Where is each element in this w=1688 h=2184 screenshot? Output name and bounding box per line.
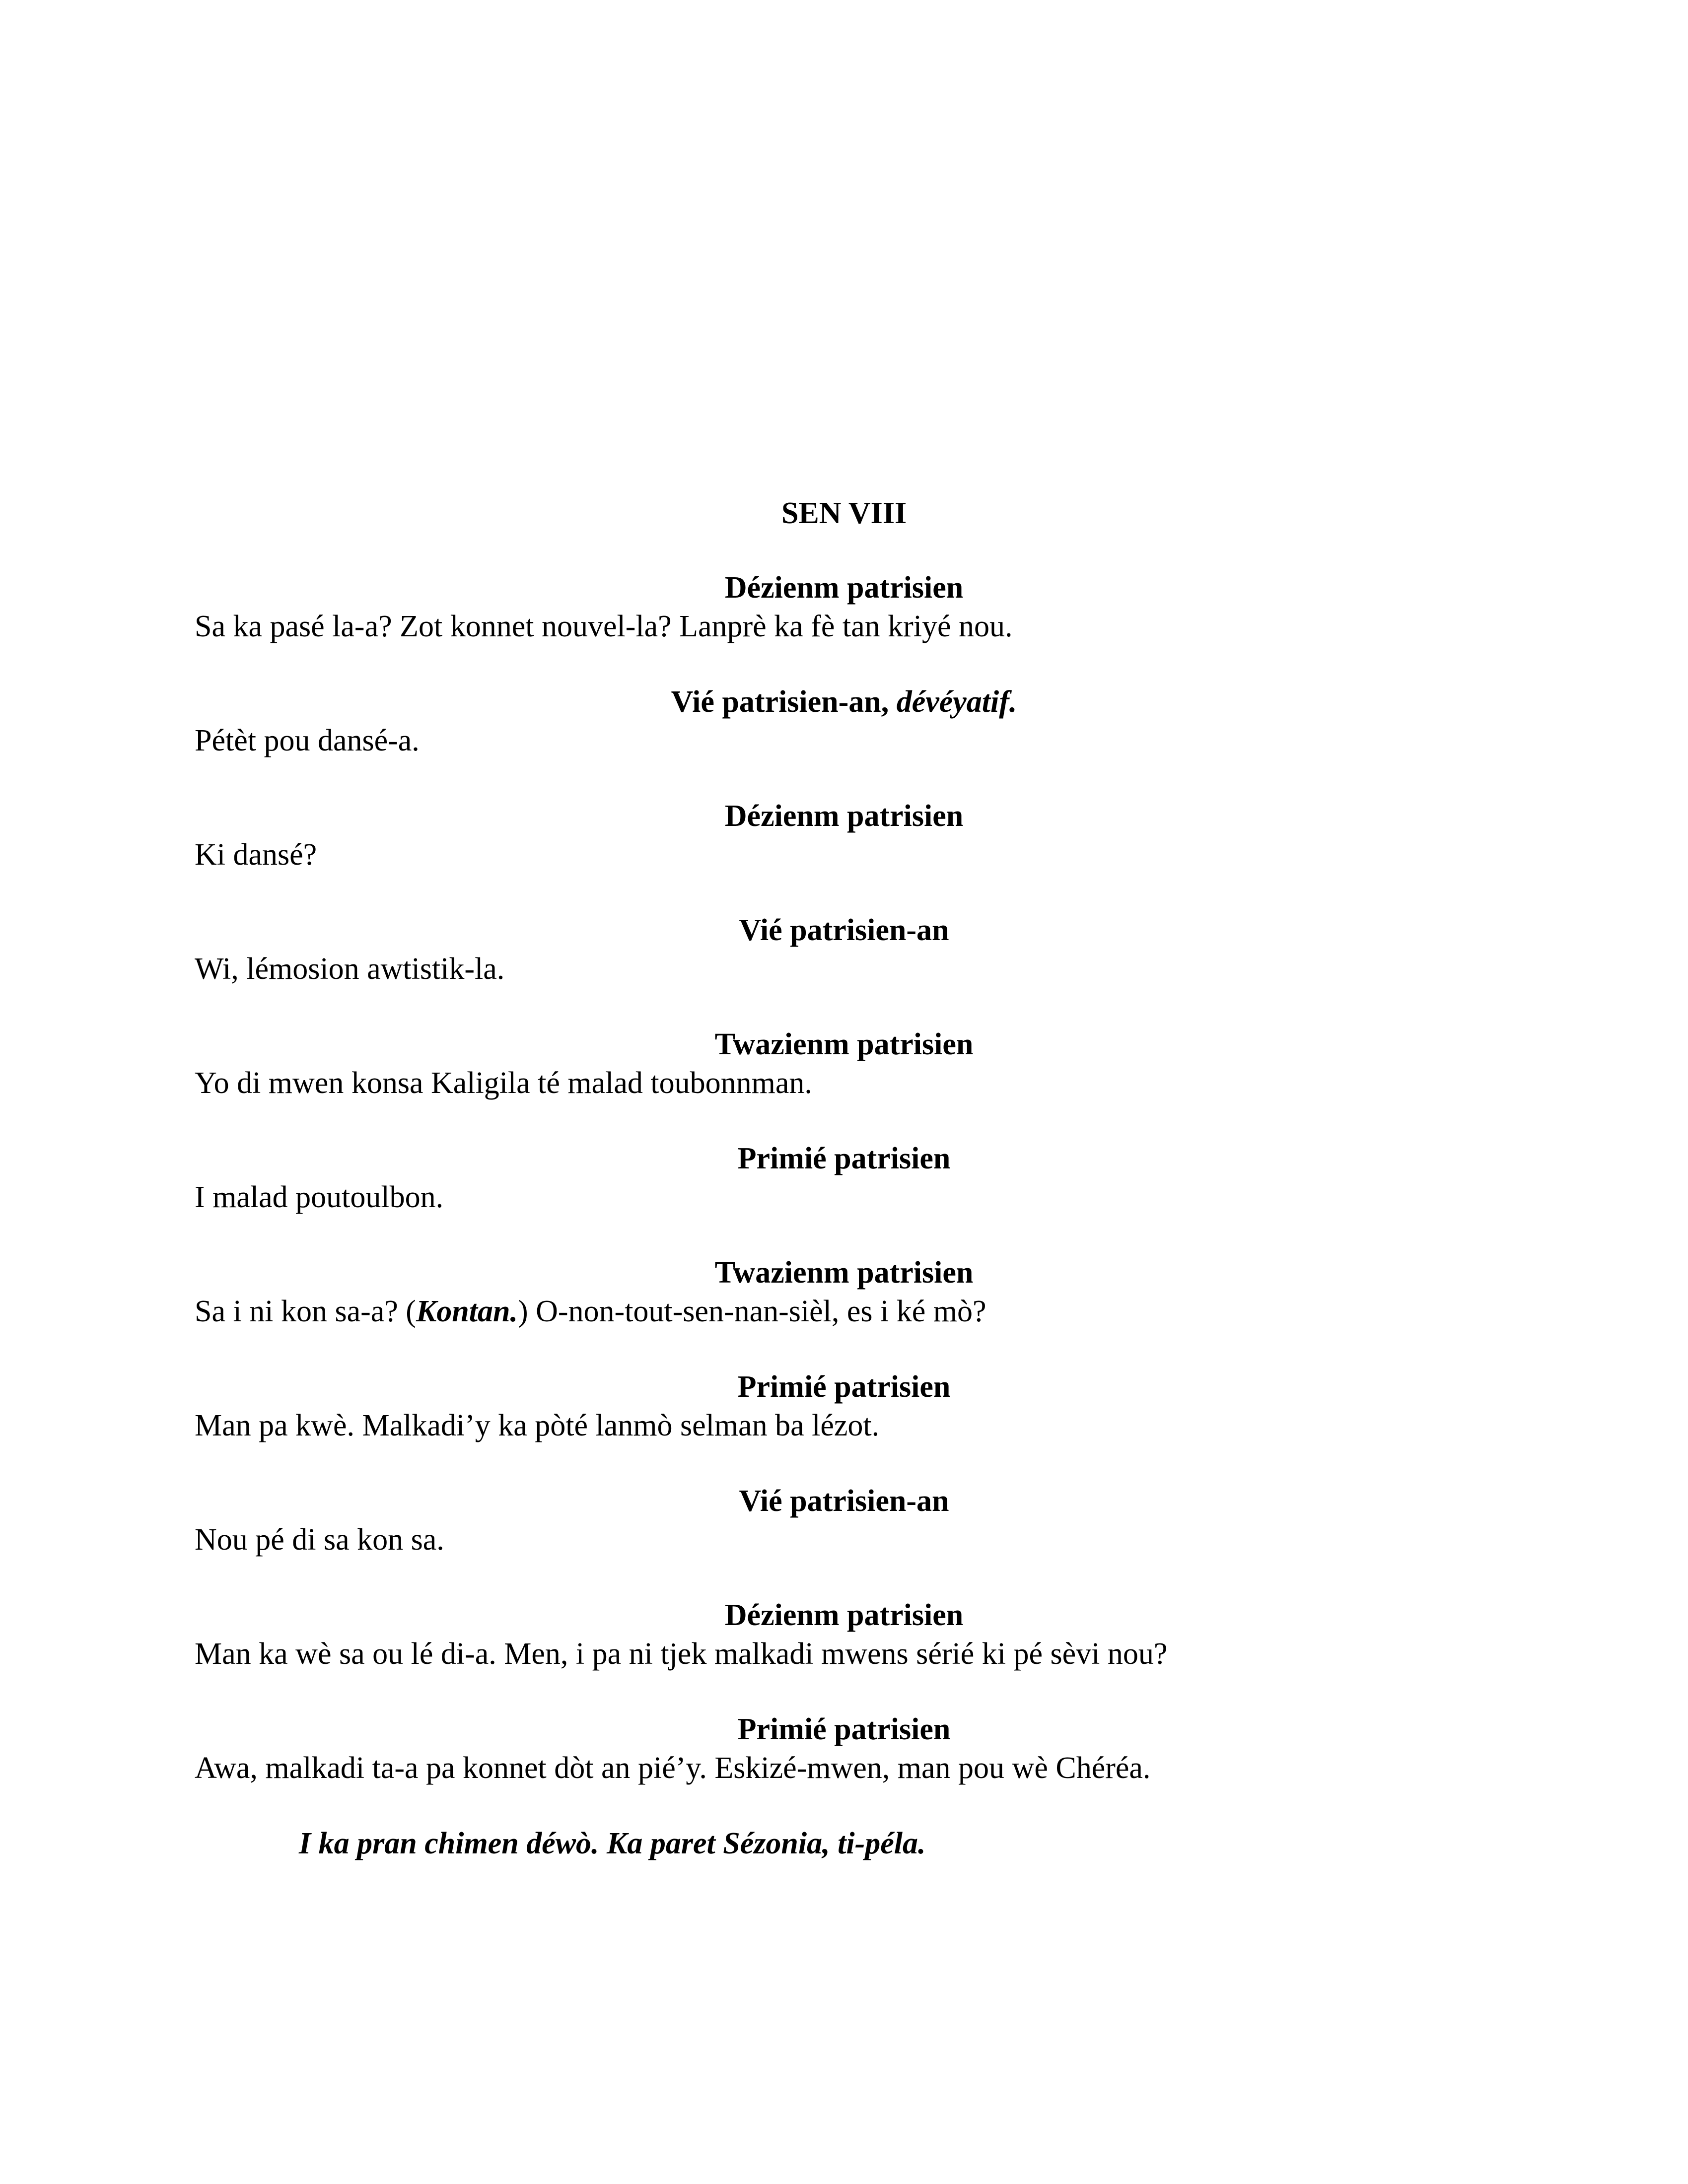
dialogue-line: Ki dansé? (195, 838, 317, 872)
dialogue-line: Awa, malkadi ta-a pa konnet dòt an pié’y. Eskizé-mwen, man pou wè Chéréa. (195, 1751, 1151, 1785)
speaker-name: Primié patrisien (737, 1712, 951, 1746)
dialogue-line: I malad poutoulbon. (195, 1180, 444, 1214)
scene-title: SEN VIII (781, 496, 907, 530)
speaker-name: Primié patrisien (737, 1142, 951, 1175)
speaker-name: Dézienm patrisien (724, 799, 964, 833)
inline-stage-direction: Kontan. (416, 1295, 518, 1328)
speaker-stage-direction: dévéyatif. (896, 685, 1017, 719)
speaker-heading (0, 683, 1688, 721)
dialogue-text: ) O-non-tout-sen-nan-sièl, es i ké mò? (517, 1295, 986, 1328)
dialogue-line: Pétèt pou dansé-a. (195, 724, 420, 757)
dialogue-line: Sa ka pasé la-a? Zot konnet nouvel-la? Lanprè ka fè tan kriyé nou. (195, 610, 1013, 643)
dialogue-line: Man ka wè sa ou lé di-a. Men, i pa ni tjek malkadi mwens sérié ki pé sèvi nou? (195, 1637, 1168, 1671)
speaker-name: Dézienm patrisien (724, 571, 964, 605)
dialogue-line: Nou pé di sa kon sa. (195, 1523, 444, 1557)
dialogue-text: Sa i ni kon sa-a? ( (195, 1295, 416, 1328)
speaker-name: Vié patrisien-an (739, 913, 949, 947)
speaker-name: Vié patrisien-an (739, 1484, 949, 1518)
dialogue-line: Yo di mwen konsa Kaligila té malad toubonnman. (195, 1066, 812, 1100)
speaker-name: Twazienm patrisien (714, 1027, 974, 1061)
speaker-name: Dézienm patrisien (724, 1598, 964, 1632)
speaker-name: Vié patrisien-an, (671, 685, 889, 719)
speaker-name: Twazienm patrisien (714, 1256, 974, 1290)
dialogue-line (195, 1293, 986, 1330)
speaker-name: Primié patrisien (737, 1370, 951, 1404)
dialogue-line: Wi, lémosion awtistik-la. (195, 952, 505, 986)
closing-stage-direction: I ka pran chimen déwò. Ka paret Sézonia, ti-péla. (299, 1827, 926, 1860)
dialogue-line: Man pa kwè. Malkadi’y ka pòté lanmò selman ba lézot. (195, 1409, 880, 1442)
